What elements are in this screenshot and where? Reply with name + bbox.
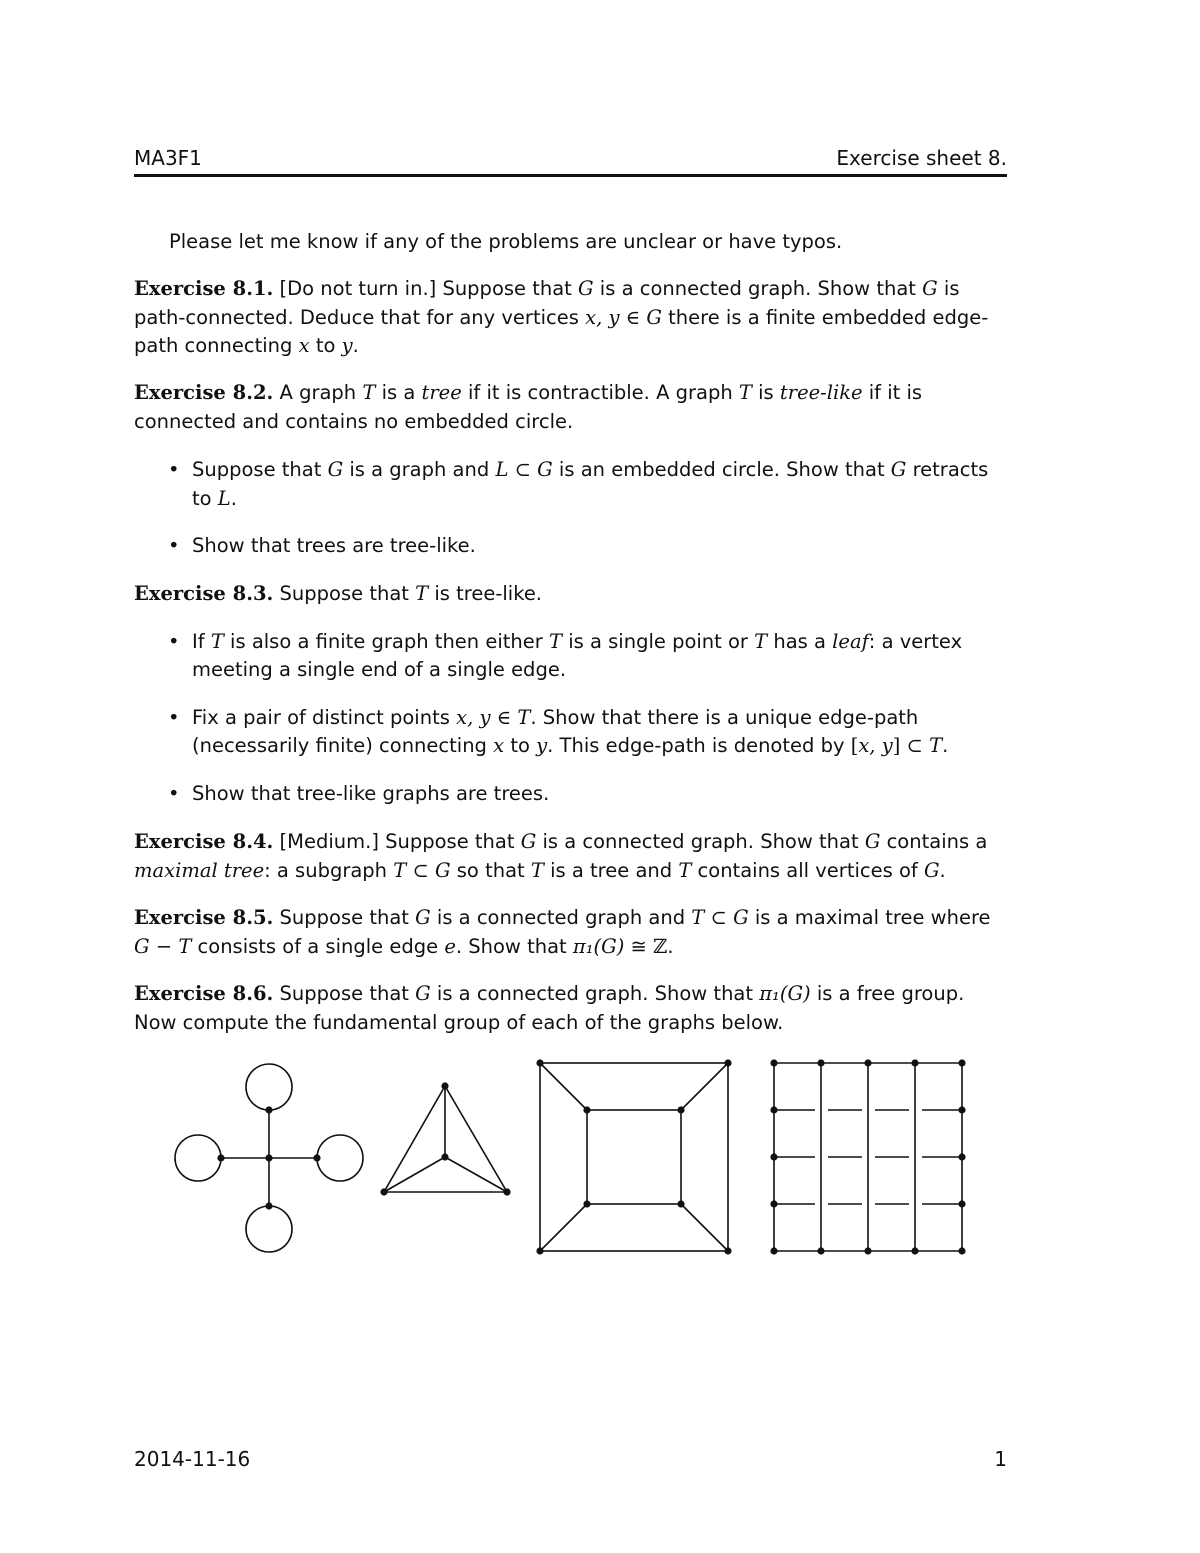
sheet-title: Exercise sheet 8. xyxy=(836,146,1007,170)
exercise-8-6-text: Exercise 8.6. Suppose that G is a connected graph. Show that π₁(G) is a free group. Now compute the fundamental group of each of the graphs below. xyxy=(134,982,965,1034)
exercise-label: Exercise 8.5. xyxy=(134,906,274,929)
list-item: • Show that tree-like graphs are trees. xyxy=(134,780,1007,809)
exercise-8-4 xyxy=(134,828,1007,885)
exercise-label: Exercise 8.2. xyxy=(134,381,274,404)
exercise-8-5-text: Exercise 8.5. Suppose that G is a connected graph and T ⊂ G is a maximal tree where G − T consists of a single edge e. Show that π₁(G) ≅ ℤ. xyxy=(134,906,991,958)
course-code: MA3F1 xyxy=(134,146,202,170)
list-item: • Show that trees are tree-like. xyxy=(134,532,1007,561)
footer-date: 2014-11-16 xyxy=(134,1447,251,1471)
exercise-8-2 xyxy=(134,379,1007,561)
exercise-8-4-text: Exercise 8.4. [Medium.] Suppose that G is a connected graph. Show that G contains a maximal tree: a subgraph T ⊂ G so that T is a tree and T contains all vertices of G. xyxy=(134,830,988,882)
exercise-8-6 xyxy=(134,980,1007,1037)
exercise-label: Exercise 8.6. xyxy=(134,982,274,1005)
list-item: • Suppose that G is a graph and L ⊂ G is an embedded circle. Show that G retracts to L. xyxy=(134,456,1007,513)
graph-grid xyxy=(774,1063,962,1251)
exercise-8-1 xyxy=(134,275,1007,361)
list-item: • Fix a pair of distinct points x, y ∈ T. Show that there is a unique edge-path (necessarily finite) connecting x to y. This edge-path is denoted by [x, y] ⊂ T. xyxy=(134,704,1007,761)
intro-note xyxy=(134,228,1007,257)
exercise-8-2-text: Exercise 8.2. A graph T is a tree if it is contractible. A graph T is tree-like if it is connected and contains no embedded circle. xyxy=(134,381,923,433)
exercise-label: Exercise 8.1. xyxy=(134,277,274,300)
exercise-8-1-text: Exercise 8.1. [Do not turn in.] Suppose that G is a connected graph. Show that G is path-connected. Deduce that for any vertices x, y ∈ G there is a finite embedded edge-path connecting x to y. xyxy=(134,277,989,357)
exercise-8-3-text: Exercise 8.3. Suppose that T is tree-like. xyxy=(134,582,543,605)
exercise-8-2-list xyxy=(134,456,1007,561)
exercise-8-3-list xyxy=(134,628,1007,809)
list-item: • If T is also a finite graph then either T is a single point or T has a leaf: a vertex meeting a single end of a single edge. xyxy=(134,628,1007,685)
page-number: 1 xyxy=(994,1447,1007,1471)
exercise-8-5 xyxy=(134,904,1007,961)
intro-text: Please let me know if any of the problems are unclear or have typos. xyxy=(169,230,843,253)
header-rule xyxy=(134,174,1007,177)
exercise-label: Exercise 8.3. xyxy=(134,582,274,605)
graph-nested-squares xyxy=(540,1063,728,1251)
exercise-label: Exercise 8.4. xyxy=(134,830,274,853)
graph-triangle-with-center xyxy=(384,1086,507,1192)
exercise-8-3 xyxy=(134,580,1007,808)
graph-figures xyxy=(0,1050,1200,1270)
